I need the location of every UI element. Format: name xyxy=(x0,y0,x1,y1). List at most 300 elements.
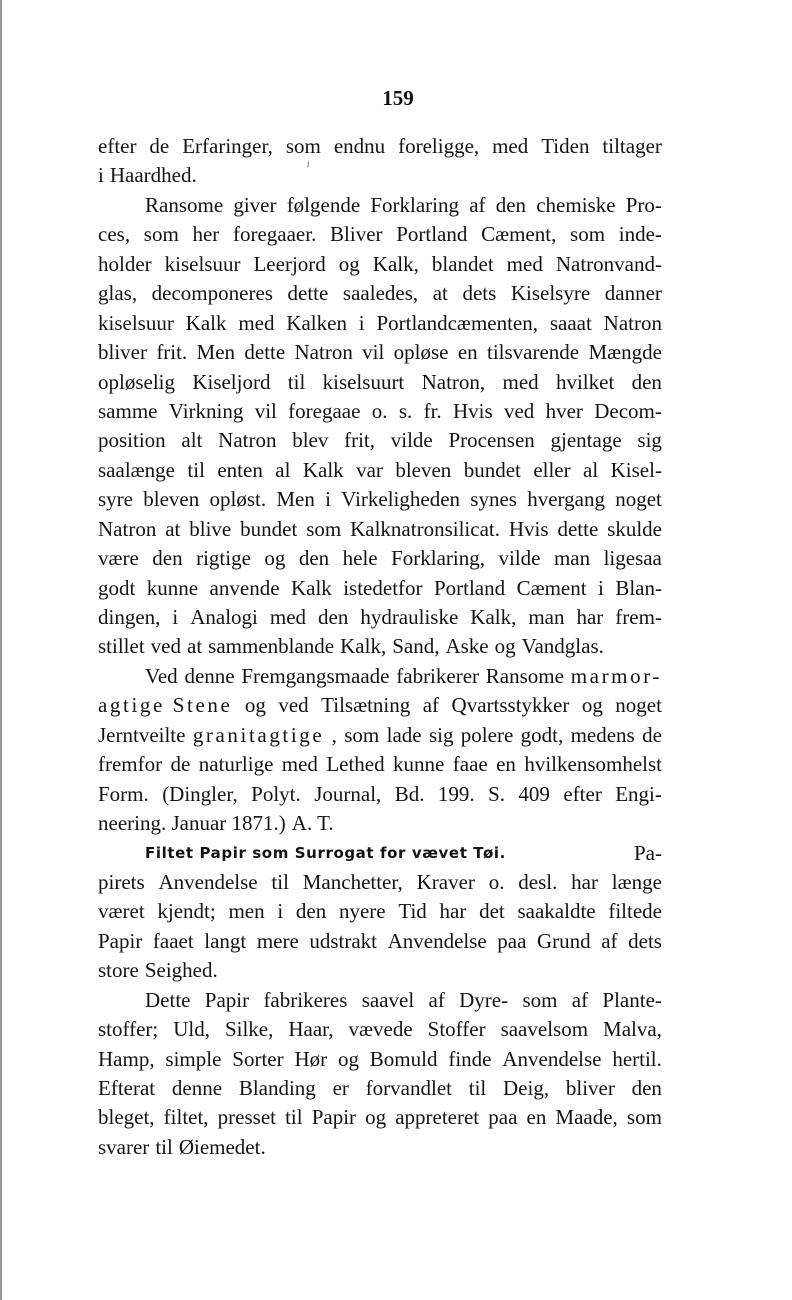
word: al xyxy=(583,457,599,482)
word: Fremgangsmaade xyxy=(241,663,390,688)
word: stoffer; xyxy=(98,1017,159,1042)
word: Bd. xyxy=(394,781,425,806)
word: hvilket xyxy=(555,369,615,394)
word: Kalk xyxy=(185,310,227,335)
word: giver xyxy=(233,192,277,217)
word: alt xyxy=(181,428,203,453)
word: vævede xyxy=(348,1017,413,1042)
word: sig xyxy=(428,722,454,747)
word: en xyxy=(496,752,516,777)
text-line xyxy=(98,544,662,573)
word: Manchetter, xyxy=(302,869,403,894)
word: Portlandcæmenten, xyxy=(376,310,539,335)
word: Forklaring xyxy=(370,192,460,217)
word: fabrikerer xyxy=(396,663,480,688)
word: efter xyxy=(563,781,602,806)
word: og xyxy=(494,634,516,659)
word: som xyxy=(626,1105,662,1130)
word: Grund xyxy=(537,928,591,953)
section-heading: Filtet Papir som Surrogat for vævet Tøi. xyxy=(145,843,506,862)
word: været xyxy=(98,899,145,924)
word: frit, xyxy=(344,428,376,453)
word: frem- xyxy=(615,605,662,629)
word: paa xyxy=(497,928,527,953)
word: samme xyxy=(98,398,158,423)
text-line xyxy=(98,132,662,161)
word: at xyxy=(187,634,203,659)
word: Mængde xyxy=(588,340,662,365)
word: en xyxy=(457,340,478,365)
text-line xyxy=(98,161,662,190)
text-line xyxy=(98,1133,662,1162)
text-line xyxy=(98,956,662,985)
text-line xyxy=(98,279,662,308)
word: presset xyxy=(217,1105,276,1130)
word: Natron xyxy=(218,428,277,453)
word: dingen, xyxy=(98,605,161,629)
word: har xyxy=(439,899,467,924)
word: Jerntveilte xyxy=(98,722,186,747)
word: blandet xyxy=(431,251,494,276)
text-line xyxy=(98,662,662,691)
word: Blan- xyxy=(615,575,662,600)
word: de xyxy=(642,722,662,747)
word: paa xyxy=(488,1105,518,1130)
word: man xyxy=(528,605,565,629)
word: Decom- xyxy=(594,398,662,423)
word: tiltager xyxy=(602,134,662,158)
word: Portland xyxy=(433,575,506,600)
word: danner xyxy=(604,281,662,306)
word: opløse xyxy=(393,340,449,365)
word: udstrakt xyxy=(309,928,378,953)
word: foregaaer. xyxy=(232,222,317,247)
text-line xyxy=(98,456,662,485)
word: hvergang xyxy=(527,487,605,512)
text-line xyxy=(98,839,662,868)
word: al xyxy=(275,457,291,482)
word: ved xyxy=(150,634,181,659)
text-line xyxy=(98,780,662,809)
word: Kiseljord xyxy=(192,369,271,394)
text-line xyxy=(98,603,662,632)
word: Maade, xyxy=(555,1105,618,1130)
word: og xyxy=(365,1105,387,1130)
word: istedetfor xyxy=(343,575,423,600)
word: Kalk xyxy=(302,457,344,482)
page-number: 159 xyxy=(382,86,414,110)
word: til xyxy=(468,1076,487,1100)
word: hvilkensomhelst xyxy=(524,752,662,777)
word: saalænge xyxy=(98,457,175,482)
word: Hvis xyxy=(508,516,549,541)
text-line xyxy=(98,574,662,603)
text-run: marmor- xyxy=(570,663,662,688)
word: Kisel- xyxy=(610,457,662,482)
word: til xyxy=(187,457,205,482)
word: som xyxy=(570,222,606,247)
word: at xyxy=(432,281,448,306)
word: Ransome xyxy=(485,663,564,688)
word: denne xyxy=(171,1076,223,1100)
text-line xyxy=(98,721,662,750)
word: hver xyxy=(545,398,583,423)
word: inde- xyxy=(618,222,662,247)
word: Kalk, xyxy=(372,251,419,276)
word: bliver xyxy=(98,340,147,365)
word: o. xyxy=(488,869,505,894)
word: den xyxy=(152,546,183,571)
word: desl. xyxy=(518,869,558,894)
text-line xyxy=(98,515,662,544)
word: bundet xyxy=(240,516,298,541)
word: Natron xyxy=(98,516,157,541)
word: hertil. xyxy=(612,1046,662,1071)
word: o. xyxy=(371,398,388,423)
word: med xyxy=(281,752,318,777)
word: Hvis xyxy=(452,398,493,423)
text-line xyxy=(98,426,662,455)
word: i xyxy=(277,899,284,924)
word: dets xyxy=(462,281,497,306)
word: kiselsuur xyxy=(98,310,174,335)
text-line xyxy=(98,220,662,249)
text-line xyxy=(98,397,662,426)
word: bliver xyxy=(565,1076,615,1100)
word: Stoffer xyxy=(427,1017,486,1042)
word: Anvendelse xyxy=(387,928,487,953)
text-line xyxy=(98,691,662,720)
word: har xyxy=(571,869,598,894)
author-initials: A. T. xyxy=(291,811,334,836)
word: langt xyxy=(204,928,247,953)
word: og xyxy=(338,251,360,276)
word: i xyxy=(358,310,365,335)
word: dette xyxy=(287,281,329,306)
word: Anvendelse xyxy=(502,1046,602,1071)
word: det xyxy=(479,899,505,924)
word: Dette xyxy=(145,987,191,1012)
word: man xyxy=(553,546,591,571)
word: og xyxy=(337,1046,359,1071)
word: Erfaringer, xyxy=(182,134,273,158)
word: enten xyxy=(217,457,263,482)
word: Øiemedet. xyxy=(178,1134,266,1159)
word: kiselsuur xyxy=(164,251,241,276)
word: Natronvand- xyxy=(555,251,662,276)
word: er xyxy=(332,1076,349,1100)
word: Blanding xyxy=(238,1076,316,1100)
word: Forklaring, xyxy=(391,546,486,571)
word: og xyxy=(581,693,603,718)
word: den xyxy=(295,899,327,924)
word: med xyxy=(492,134,529,158)
word: de xyxy=(170,752,191,777)
word: Plante- xyxy=(602,987,662,1012)
word: mere xyxy=(256,928,299,953)
word: Vandglas. xyxy=(521,634,604,659)
text-line xyxy=(98,1103,662,1132)
word: og xyxy=(264,546,286,571)
text-line xyxy=(98,1074,662,1103)
word: Papir xyxy=(311,1105,357,1130)
text-line xyxy=(98,309,662,338)
word: med xyxy=(269,605,307,629)
word: saavel xyxy=(361,987,415,1012)
word: saakaldte xyxy=(517,899,596,924)
word: som xyxy=(522,987,558,1012)
word: forvandlet xyxy=(365,1076,452,1100)
word: polere xyxy=(460,722,514,747)
word: Analogi xyxy=(190,605,258,629)
word: skulde xyxy=(607,516,662,541)
word: Journal, xyxy=(314,781,382,806)
word: til xyxy=(271,869,289,894)
word: Bomuld xyxy=(369,1046,438,1071)
word: Kalk, xyxy=(340,634,387,659)
word: Natron, xyxy=(421,369,486,394)
word: Haardhed. xyxy=(109,163,197,188)
word: dette xyxy=(244,340,286,365)
word: Natron xyxy=(294,340,353,365)
word: noget xyxy=(615,487,662,512)
word: til xyxy=(287,369,306,394)
word: foreligge, xyxy=(398,134,480,158)
word: en xyxy=(526,1105,547,1130)
word: til xyxy=(155,1134,173,1159)
word: dets xyxy=(628,928,662,953)
word: stillet xyxy=(98,634,145,659)
word: af xyxy=(469,192,486,217)
word: Pa- xyxy=(634,840,662,865)
text-line xyxy=(98,1015,662,1044)
word: var xyxy=(356,457,383,482)
text-run: neering. Januar 1871.) xyxy=(98,811,286,836)
word: Haar, xyxy=(288,1017,334,1042)
word: anvende xyxy=(209,575,280,600)
word: Men xyxy=(276,487,315,512)
word: nyere xyxy=(338,899,386,924)
word: Uld, xyxy=(173,1017,210,1042)
word: i xyxy=(172,605,179,629)
word: den xyxy=(318,605,349,629)
text-line xyxy=(98,485,662,514)
word: Kalk, xyxy=(470,605,517,629)
word: noget xyxy=(615,693,662,718)
word: Dyre- xyxy=(459,987,509,1012)
word: faae xyxy=(452,752,488,777)
word: Kalken xyxy=(286,310,347,335)
word: efter xyxy=(98,134,137,158)
word: sig xyxy=(637,428,662,453)
word: længe xyxy=(611,869,662,894)
word: (Dingler, xyxy=(162,781,238,806)
word: tilsvarende xyxy=(486,340,580,365)
word: Procensen xyxy=(448,428,535,453)
ink-speck: ʲ xyxy=(307,158,309,172)
word: Anvendelse xyxy=(158,869,258,894)
word: den xyxy=(631,1076,662,1100)
text-run: agtige Stene xyxy=(98,693,233,718)
word: de xyxy=(149,134,170,158)
word: Kalk xyxy=(290,575,332,600)
word: Papir xyxy=(204,987,250,1012)
word: , xyxy=(331,722,337,747)
word: rigtige xyxy=(196,546,251,571)
word: opløselig xyxy=(98,369,175,394)
word: holder xyxy=(98,251,152,276)
word: foregaae xyxy=(288,398,361,423)
word: synes xyxy=(470,487,517,512)
word: Papir xyxy=(98,928,143,953)
text-line xyxy=(98,368,662,397)
word: Qvartsstykker xyxy=(451,693,570,718)
text-line xyxy=(98,1045,662,1074)
word: kunne xyxy=(146,575,199,600)
word: som xyxy=(285,134,321,158)
word: Virkeligheden xyxy=(341,487,461,512)
word: pirets xyxy=(98,869,145,894)
word: opløst. xyxy=(209,487,267,512)
word: medens xyxy=(570,722,635,747)
word: som xyxy=(344,722,380,747)
text-line xyxy=(98,986,662,1015)
word: Lethed xyxy=(326,752,385,777)
word: som xyxy=(143,222,179,247)
word: fabrikeres xyxy=(263,987,348,1012)
word: Deig, xyxy=(503,1076,550,1100)
word: med xyxy=(238,310,275,335)
word: Silke, xyxy=(224,1017,274,1042)
word: vil xyxy=(254,398,277,423)
word: af xyxy=(571,987,589,1012)
word: s. xyxy=(398,398,413,423)
word: dette xyxy=(557,516,599,541)
word: Pro- xyxy=(625,192,662,217)
word: position xyxy=(98,428,166,453)
word: Kraver xyxy=(416,869,475,894)
word: lade xyxy=(386,722,422,747)
text-line xyxy=(98,338,662,367)
word: Virkning xyxy=(168,398,244,423)
word: Tiden xyxy=(541,134,590,158)
word: fremfor xyxy=(98,752,163,777)
word: filtet, xyxy=(163,1105,209,1130)
word: vil xyxy=(362,340,385,365)
word: ved xyxy=(278,693,309,718)
word: til xyxy=(285,1105,303,1130)
word: Men xyxy=(196,340,236,365)
word: Kalknatronsilicat. xyxy=(350,516,500,541)
word: blev xyxy=(292,428,329,453)
word: gjentage xyxy=(550,428,622,453)
word: Hør xyxy=(294,1046,328,1071)
text-line xyxy=(98,191,662,220)
text-line xyxy=(98,868,662,897)
word: Malva, xyxy=(603,1017,662,1042)
word: i xyxy=(598,575,604,600)
word: hele xyxy=(342,546,378,571)
word: Polyt. xyxy=(251,781,301,806)
word: hydrauliske xyxy=(360,605,459,629)
body-text xyxy=(98,132,662,1162)
word: her xyxy=(192,222,220,247)
word: Form. xyxy=(98,781,149,806)
text-line xyxy=(98,897,662,926)
word: eller xyxy=(533,457,571,482)
word: endnu xyxy=(333,134,386,158)
word: godt xyxy=(98,575,136,600)
word: Sorter xyxy=(232,1046,284,1071)
word: vilde xyxy=(390,428,433,453)
word: bleven xyxy=(143,487,200,512)
word: Tilsætning xyxy=(321,693,411,718)
word: den xyxy=(298,546,330,571)
word: glas, xyxy=(98,281,138,306)
word: saavelsom xyxy=(500,1017,589,1042)
word: af xyxy=(422,693,440,718)
word: men xyxy=(228,899,265,924)
word: appreteret xyxy=(395,1105,480,1130)
word: Bliver xyxy=(330,222,383,247)
text-line xyxy=(98,750,662,779)
word: sammenblande xyxy=(208,634,335,659)
word: simple xyxy=(165,1046,222,1071)
word: bundet xyxy=(463,457,521,482)
word: syre xyxy=(98,487,133,512)
word: faaet xyxy=(152,928,194,953)
text-line xyxy=(98,927,662,956)
word: blive xyxy=(189,516,232,541)
word: ligesaa xyxy=(603,546,662,571)
word: svarer xyxy=(98,1134,150,1159)
word: saaledes, xyxy=(342,281,419,306)
word: Sand, xyxy=(392,634,440,659)
word: Hamp, xyxy=(98,1046,155,1071)
text-line xyxy=(98,250,662,279)
word: frit. xyxy=(156,340,188,365)
word: Engi- xyxy=(615,781,662,806)
word: saaat xyxy=(549,310,592,335)
text-line xyxy=(98,809,662,838)
word: Portland xyxy=(396,222,468,247)
word: store xyxy=(98,958,139,983)
word: Tid xyxy=(398,899,427,924)
word: og xyxy=(244,693,266,718)
word: af xyxy=(601,928,618,953)
word: bleven xyxy=(395,457,452,482)
word: ved xyxy=(503,398,535,423)
word: at xyxy=(165,516,181,541)
word: 199. xyxy=(437,781,475,806)
word: kunne xyxy=(393,752,445,777)
word: den xyxy=(631,369,662,394)
word: Leerjord xyxy=(253,251,326,276)
word: S. xyxy=(488,781,505,806)
word: bleget, xyxy=(98,1105,155,1130)
word: Efterat xyxy=(98,1076,156,1100)
word: i xyxy=(98,163,104,188)
word: vilde xyxy=(498,546,541,571)
word: denne xyxy=(184,663,235,688)
word: Cæment, xyxy=(481,222,557,247)
word: Ransome xyxy=(145,192,224,217)
word: kjendt; xyxy=(157,899,216,924)
word: fr. xyxy=(423,398,442,423)
word: af xyxy=(428,987,445,1012)
word: Kiselsyre xyxy=(510,281,591,306)
word: kiselsuurt xyxy=(322,369,405,394)
